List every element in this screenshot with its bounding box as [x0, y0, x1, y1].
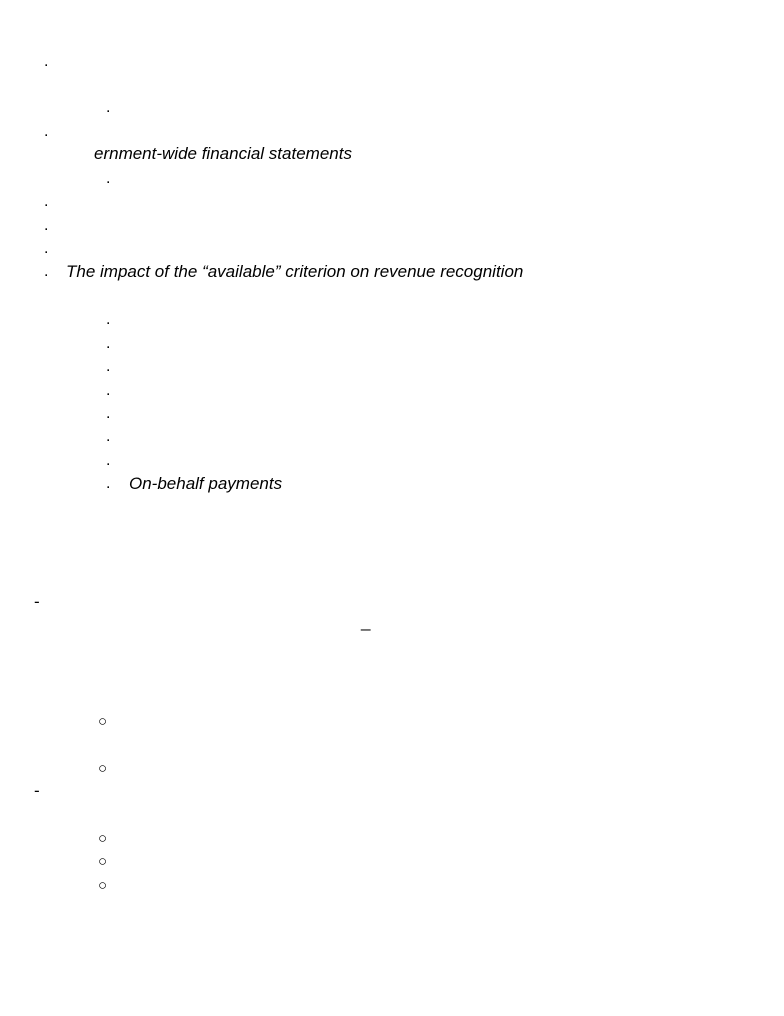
list-marker: .: [44, 263, 49, 280]
available-criterion-heading: The impact of the “available” criterion on revenue recognition: [66, 262, 524, 281]
list-marker: .: [106, 428, 111, 445]
list-marker: .: [106, 335, 111, 352]
list-marker: .: [44, 217, 49, 234]
list-marker: .: [106, 452, 111, 469]
government-wide-heading: ernment-wide financial statements: [94, 144, 352, 163]
list-marker: .: [106, 382, 111, 399]
circle-bullet: ○: [98, 877, 108, 894]
circle-bullet: ○: [98, 760, 108, 777]
list-marker: .: [44, 123, 49, 140]
list-marker: .: [44, 53, 49, 70]
circle-bullet: ○: [98, 853, 108, 870]
list-marker: .: [106, 99, 111, 116]
list-marker: .: [106, 170, 111, 187]
on-behalf-heading: On-behalf payments: [129, 474, 283, 493]
circle-bullet: ○: [98, 713, 108, 730]
circle-bullet: ○: [98, 830, 108, 847]
list-marker: .: [106, 311, 111, 328]
dash-marker: -: [34, 781, 40, 800]
list-marker: .: [44, 193, 49, 210]
list-marker: .: [106, 475, 111, 492]
list-marker: .: [106, 358, 111, 375]
list-marker: .: [106, 405, 111, 422]
list-marker: .: [44, 240, 49, 257]
underscore-mark: _: [361, 612, 371, 631]
dash-marker: -: [34, 592, 40, 611]
